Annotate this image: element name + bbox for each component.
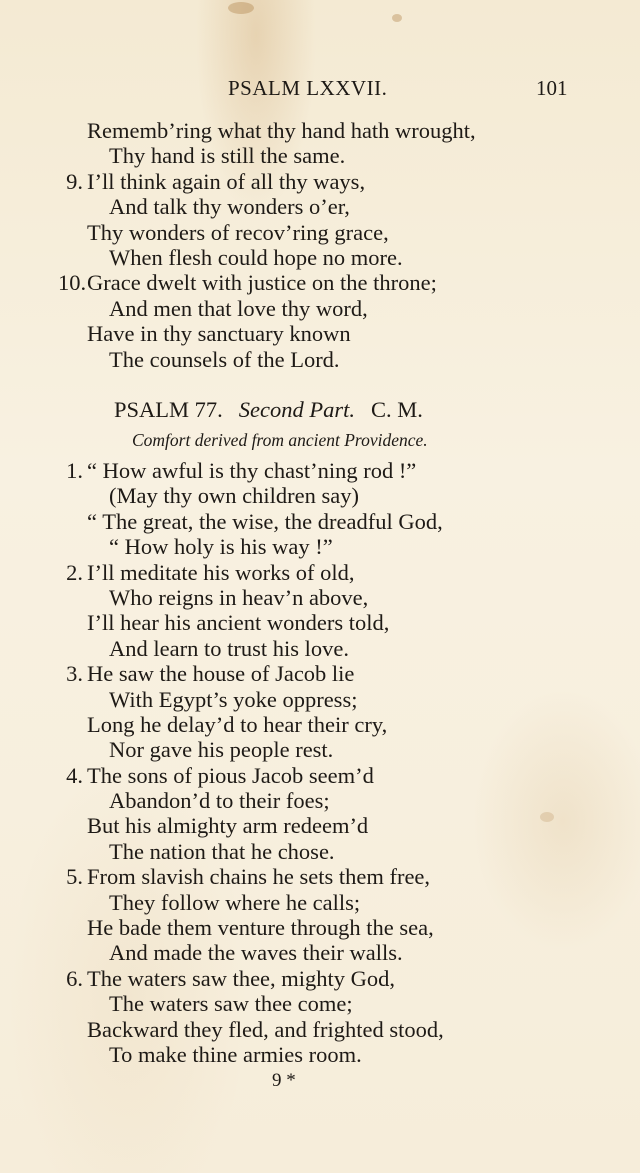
verse-text: Nor gave his people rest. [109, 737, 334, 763]
stanza-number: 1. [66, 458, 83, 483]
verse-line [58, 270, 578, 295]
stanza [58, 966, 578, 1068]
verse-text: The counsels of the Lord. [109, 346, 340, 372]
ink-stain [228, 2, 254, 14]
verse-line [58, 458, 578, 483]
verse-text: The waters saw thee come; [109, 991, 353, 1017]
verse-text: Long he delay’d to hear their cry, [87, 711, 388, 737]
verse-text: And made the waves their walls. [109, 940, 403, 966]
stanza-list [58, 458, 578, 1067]
verse-line [58, 610, 578, 635]
verse-text: With Egypt’s yoke oppress; [109, 686, 358, 712]
verse-line [58, 915, 578, 940]
psalm-part: Second Part. [238, 397, 356, 422]
verse-line [58, 118, 578, 143]
continuation-verses [58, 118, 578, 372]
verse-text: I’ll hear his ancient wonders told, [87, 610, 390, 636]
verse-line [58, 194, 578, 219]
verse-text: He saw the house of Jacob lie [87, 661, 355, 687]
verse-line [58, 483, 578, 508]
stanza-number: 9. [66, 168, 83, 194]
verse-text: The sons of pious Jacob seem’d [87, 762, 374, 788]
verse-text: And learn to trust his love. [109, 635, 349, 661]
verse-line [58, 560, 578, 585]
verse-line [58, 864, 578, 889]
verse-text: Have in thy sanctuary known [87, 321, 351, 347]
verse-line [58, 220, 578, 245]
verse-line [58, 687, 578, 712]
verse-text: Thy hand is still the same. [109, 143, 346, 169]
verse-line [58, 991, 578, 1016]
stanza-number: 2. [66, 559, 83, 585]
psalm-meter: C. M. [371, 397, 423, 422]
verse-text: Grace dwelt with justice on the throne; [87, 270, 437, 296]
verse-line [58, 966, 578, 991]
stanza-number: 4. [66, 762, 83, 788]
verse-line [58, 509, 578, 534]
stanza-number: 10. [58, 270, 87, 296]
stanza [58, 763, 578, 865]
verse-text: When flesh could hope no more. [109, 244, 403, 270]
stanza [58, 560, 578, 662]
verse-text: And men that love thy word, [109, 295, 368, 321]
page-number: 101 [536, 76, 568, 100]
verse-line [58, 940, 578, 965]
verse-text: From slavish chains he sets them free, [87, 864, 431, 890]
verse-text: To make thine armies room. [109, 1041, 362, 1067]
verse-line [58, 296, 578, 321]
verse-text: Abandon’d to their foes; [109, 788, 330, 814]
stanza-number: 5. [66, 864, 83, 890]
verse-line [58, 1042, 578, 1067]
verse-line [58, 839, 578, 864]
verse-line [58, 534, 578, 559]
verse-text: “ How holy is his way !” [109, 534, 333, 560]
printer-signature: 9 * [272, 1070, 296, 1091]
stanza [58, 864, 578, 966]
verse-line [58, 321, 578, 346]
stanza-number: 3. [66, 661, 83, 687]
verse-line [58, 813, 578, 838]
verse-text: The waters saw thee, mighty God, [87, 965, 396, 991]
verse-text: Thy wonders of recov’ring grace, [87, 219, 389, 245]
verse-line [58, 636, 578, 661]
verse-line [58, 763, 578, 788]
verse-text: They follow where he calls; [109, 889, 361, 915]
verse-line [58, 347, 578, 372]
psalm-title: PSALM 77. [114, 397, 223, 422]
page-header [0, 76, 640, 102]
verse-text: And talk thy wonders o’er, [109, 194, 350, 220]
verse-line [58, 169, 578, 194]
verse-line [58, 661, 578, 686]
verse-line [58, 788, 578, 813]
verse-line [58, 1017, 578, 1042]
stanza-number: 6. [66, 965, 83, 991]
verse-text: “ The great, the wise, the dreadful God, [87, 508, 443, 534]
verse-text: (May thy own children say) [109, 483, 359, 509]
stanza [58, 458, 578, 560]
ink-stain [392, 14, 402, 22]
verse-line [58, 712, 578, 737]
verse-text: Rememb’ring what thy hand hath wrought, [87, 118, 476, 143]
verse-text: “ How awful is thy chast’ning rod !” [87, 458, 417, 483]
verse-line [58, 245, 578, 270]
psalm-heading [114, 397, 423, 423]
verse-line [58, 890, 578, 915]
verse-line [58, 143, 578, 168]
verse-text: Backward they fled, and frighted stood, [87, 1016, 444, 1042]
running-title: PSALM LXXVII. [228, 76, 388, 100]
verse-text: He bade them venture through the sea, [87, 915, 434, 941]
verse-line [58, 737, 578, 762]
verse-text: I’ll think again of all thy ways, [87, 168, 366, 194]
verse-text: I’ll meditate his works of old, [87, 559, 355, 585]
verse-text: But his almighty arm redeem’d [87, 813, 369, 839]
stanza [58, 661, 578, 763]
verse-text: The nation that he chose. [109, 838, 335, 864]
verse-line [58, 585, 578, 610]
psalm-subtitle: Comfort derived from ancient Providence. [132, 430, 428, 450]
verse-text: Who reigns in heav’n above, [109, 584, 369, 610]
